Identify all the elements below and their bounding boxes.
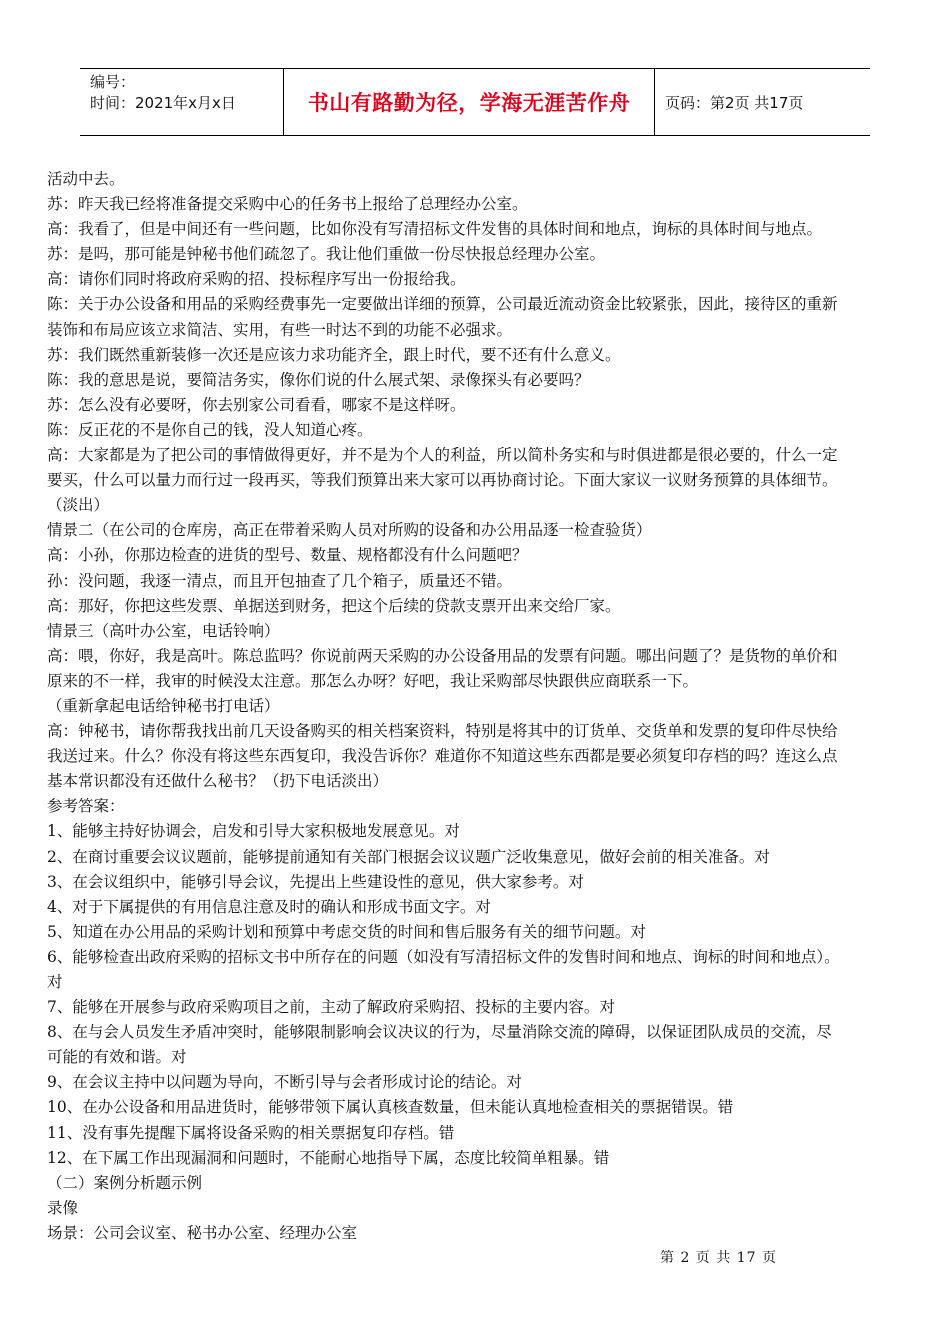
text-line: 2、在商讨重要会议议题前，能够提前通知有关部门根据会议议题广泛收集意见，做好会前的相关准备。对 — [47, 847, 770, 866]
document-body — [47, 167, 907, 1246]
text-line: 陈：我的意思是说，要简洁务实，像你们说的什么展式架、录像探头有必要吗？ — [47, 370, 590, 389]
text-line: 装饰和布局应该立求简洁、实用，有些一时达不到的功能不必强求。 — [47, 320, 513, 339]
text-line: 活动中去。 — [47, 170, 125, 188]
header-motto-cell — [283, 69, 655, 135]
text-line: 苏：是吗，那可能是钟秘书他们疏忽了。我让他们重做一份尽快报总经理办公室。 — [47, 245, 606, 264]
text-line: 高：我看了，但是中间还有一些问题，比如你没有写清招标文件发售的具体时间和地点，询标的具体时间与地点。 — [47, 220, 823, 239]
text-line: 12、在下属工作出现漏洞和问题时，不能耐心地指导下属，态度比较简单粗暴。错 — [47, 1148, 610, 1167]
text-line: 高：小孙，你那边检查的进货的型号、数量、规格都没有什么问题吧？ — [47, 546, 528, 565]
text-line: 情景三（高叶办公室，电话铃响） — [47, 621, 280, 640]
header-motto: 书山有路勤为径，学海无涯苦作舟 — [307, 91, 631, 115]
text-line: 情景二（在公司的仓库房，高正在带着采购人员对所购的设备和办公用品逐一检查验货） — [47, 521, 652, 540]
text-line: （淡出） — [47, 496, 110, 515]
text-line: 原来的不一样，我审的时候没太注意。那怎么办呀？好吧，我让采购部尽快跟供应商联系一下。 — [47, 671, 699, 690]
text-line: 参考答案： — [47, 797, 125, 816]
text-line: 苏：我们既然重新装修一次还是应该力求功能齐全，跟上时代，要不还有什么意义。 — [47, 345, 621, 364]
page-footer: 第 2 页 共 17 页 — [660, 1250, 777, 1266]
text-line: 苏：怎么没有必要呀，你去别家公司看看，哪家不是这样呀。 — [47, 395, 466, 414]
text-line: 高：大家都是为了把公司的事情做得更好，并不是为个人的利益，所以简朴务实和与时俱进都是很必要的，什么一定 — [47, 446, 838, 465]
text-line: 对 — [47, 973, 63, 991]
text-line: 场景：公司会议室、秘书办公室、经理办公室 — [47, 1223, 358, 1242]
text-line: 苏：昨天我已经将准备提交采购中心的任务书上报给了总理经办公室。 — [47, 195, 528, 214]
date-label: 时间：2021年x月x日 — [90, 94, 236, 112]
header-page-info: 页码：第2页 共17页 — [665, 93, 804, 112]
text-line: 可能的有效和谐。对 — [47, 1048, 187, 1067]
text-line: 陈：反正花的不是你自己的钱，没人知道心疼。 — [47, 420, 373, 439]
text-line: 基本常识都没有还做什么秘书？（扔下电话淡出） — [47, 772, 389, 791]
text-line: 9、在会议主持中以问题为导向，不断引导与会者形成讨论的结论。对 — [47, 1073, 522, 1092]
text-line: （二）案例分析题示例 — [47, 1173, 203, 1192]
text-line: 要买，什么可以量力而行过一段再买，等我们预算出来大家可以再协商讨论。下面大家议一议财务预算的具体细节。 — [47, 471, 838, 490]
text-line: 高：请你们同时将政府采购的招、投标程序写出一份报给我。 — [47, 270, 466, 289]
text-line: 4、对于下属提供的有用信息注意及时的确认和形成书面文字。对 — [47, 897, 491, 916]
text-line: 3、在会议组织中，能够引导会议，先提出上些建设性的意见，供大家参考。对 — [47, 872, 584, 891]
text-line: 5、知道在办公用品的采购计划和预算中考虑交货的时间和售后服务有关的细节问题。对 — [47, 922, 646, 941]
text-line: 高：钟秘书，请你帮我找出前几天设备购买的相关档案资料，特别是将其中的订货单、交货单和发票的复印件尽快给 — [47, 722, 838, 741]
serial-number-label: 编号： — [90, 73, 136, 91]
text-line: 录像 — [47, 1198, 79, 1217]
text-line: （重新拿起电话给钟秘书打电话） — [47, 696, 280, 715]
header-meta — [80, 69, 283, 135]
text-line: 孙：没问题，我逐一清点，而且开包抽查了几个箱子，质量还不错。 — [47, 571, 513, 590]
text-line: 我送过来。什么？你没有将这些东西复印，我没告诉你？难道你不知道这些东西都是要必须复印存档的吗？连这么点 — [47, 747, 838, 766]
text-line: 8、在与会人员发生矛盾冲突时，能够限制影响会议决议的行为，尽量消除交流的障碍，以保证团队成员的交流，尽 — [47, 1023, 832, 1042]
text-line: 高：喂，你好，我是高叶。陈总监吗？你说前两天采购的办公设备用品的发票有问题。哪出问题了？是货物的单价和 — [47, 646, 838, 665]
text-line: 11、没有事先提醒下属将设备采购的相关票据复印存档。错 — [47, 1123, 455, 1142]
text-line: 10、在办公设备和用品进货时，能够带领下属认真核查数量，但未能认真地检查相关的票据错误。错 — [47, 1098, 734, 1117]
page-header — [80, 68, 870, 136]
text-line: 7、能够在开展参与政府采购项目之前，主动了解政府采购招、投标的主要内容。对 — [47, 998, 615, 1017]
text-line: 高：那好，你把这些发票、单据送到财务，把这个后续的贷款支票开出来交给厂家。 — [47, 596, 621, 615]
text-line: 陈：关于办公设备和用品的采购经费事先一定要做出详细的预算，公司最近流动资金比较紧张，因此，接待区的重新 — [47, 295, 838, 314]
text-line: 6、能够检查出政府采购的招标文书中所存在的问题（如没有写清招标文件的发售时间和地点、询标的时间和地点）。 — [47, 947, 840, 966]
text-line: 1、能够主持好协调会，启发和引导大家积极地发展意见。对 — [47, 822, 460, 841]
